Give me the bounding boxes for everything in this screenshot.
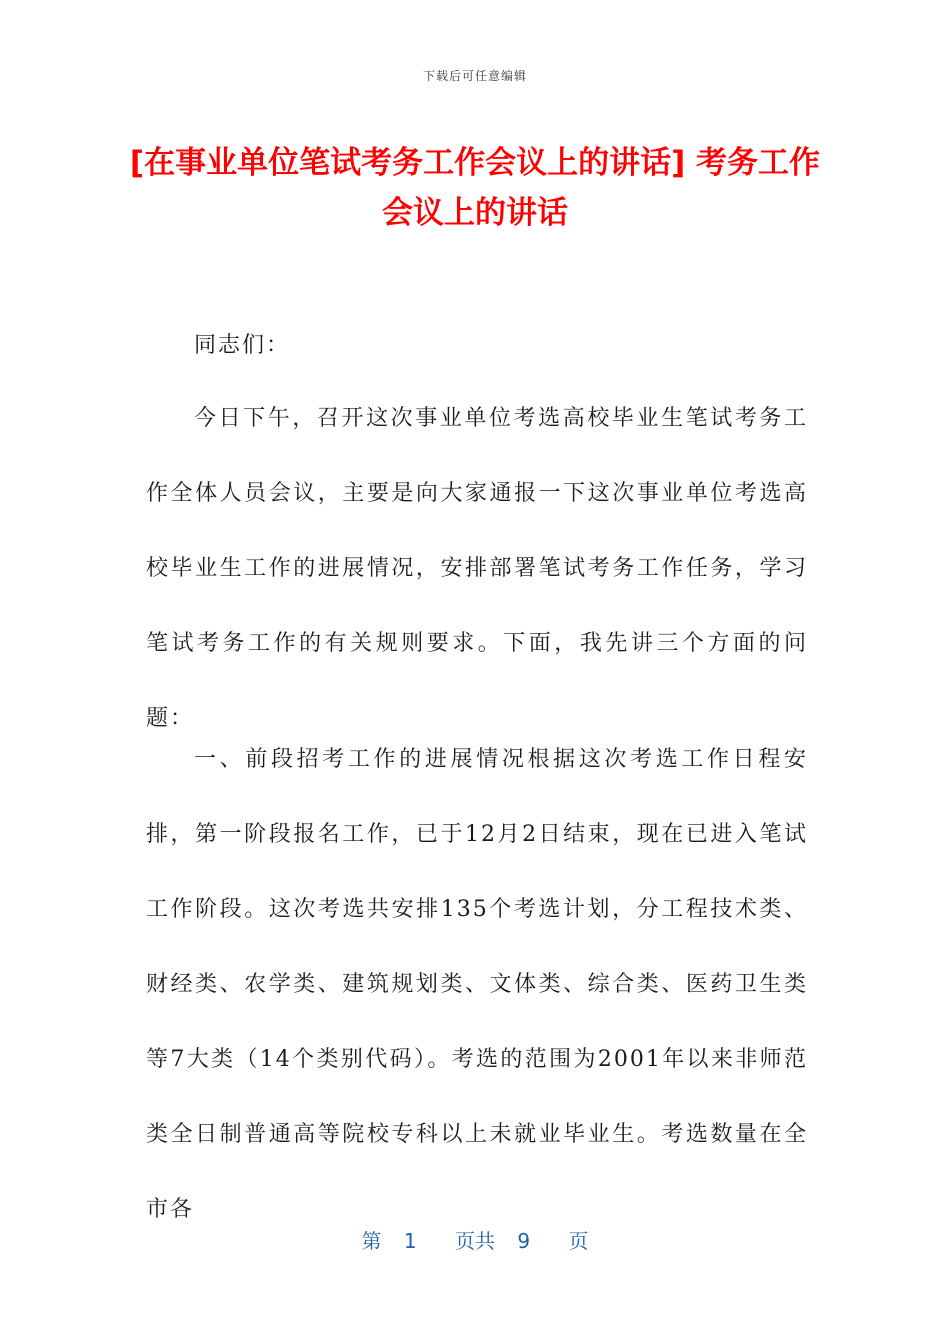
footer-suffix: 页 [568, 1229, 589, 1253]
footer-current-page: 1 [403, 1229, 417, 1253]
header-note: 下载后可任意编辑 [422, 69, 527, 83]
footer-middle: 页共 [455, 1229, 495, 1253]
footer-prefix: 第 [361, 1229, 382, 1253]
document-title: [在事业单位笔试考务工作会议上的讲话] 考务工作会议上的讲话 [129, 145, 821, 231]
section-one-paragraph: 一、前段招考工作的进展情况根据这次考选工作日程安排，第一阶段报名工作，已于12月2日结束，现在已进入笔试工作阶段。这次考选共安排135个考选计划，分工程技术类、财经类、农学类、建筑规划类、文体类、综合类、医药卫生类等7大类（14个类别代码）。考选的范围为2001年以来非师范类全日制普通高等院校专科以上未就业毕业生。考选数量在全市各 [146, 747, 808, 1222]
salutation-paragraph: 同志们： [194, 333, 291, 358]
intro-paragraph: 今日下午，召开这次事业单位考选高校毕业生笔试考务工作全体人员会议，主要是向大家通报一下这次事业单位考选高校毕业生工作的进展情况，安排部署笔试考务工作任务，学习笔试考务工作的有关规则要求。下面，我先讲三个方面的问题： [146, 406, 808, 731]
page-footer [0, 1225, 950, 1254]
footer-total-pages: 9 [517, 1229, 531, 1253]
